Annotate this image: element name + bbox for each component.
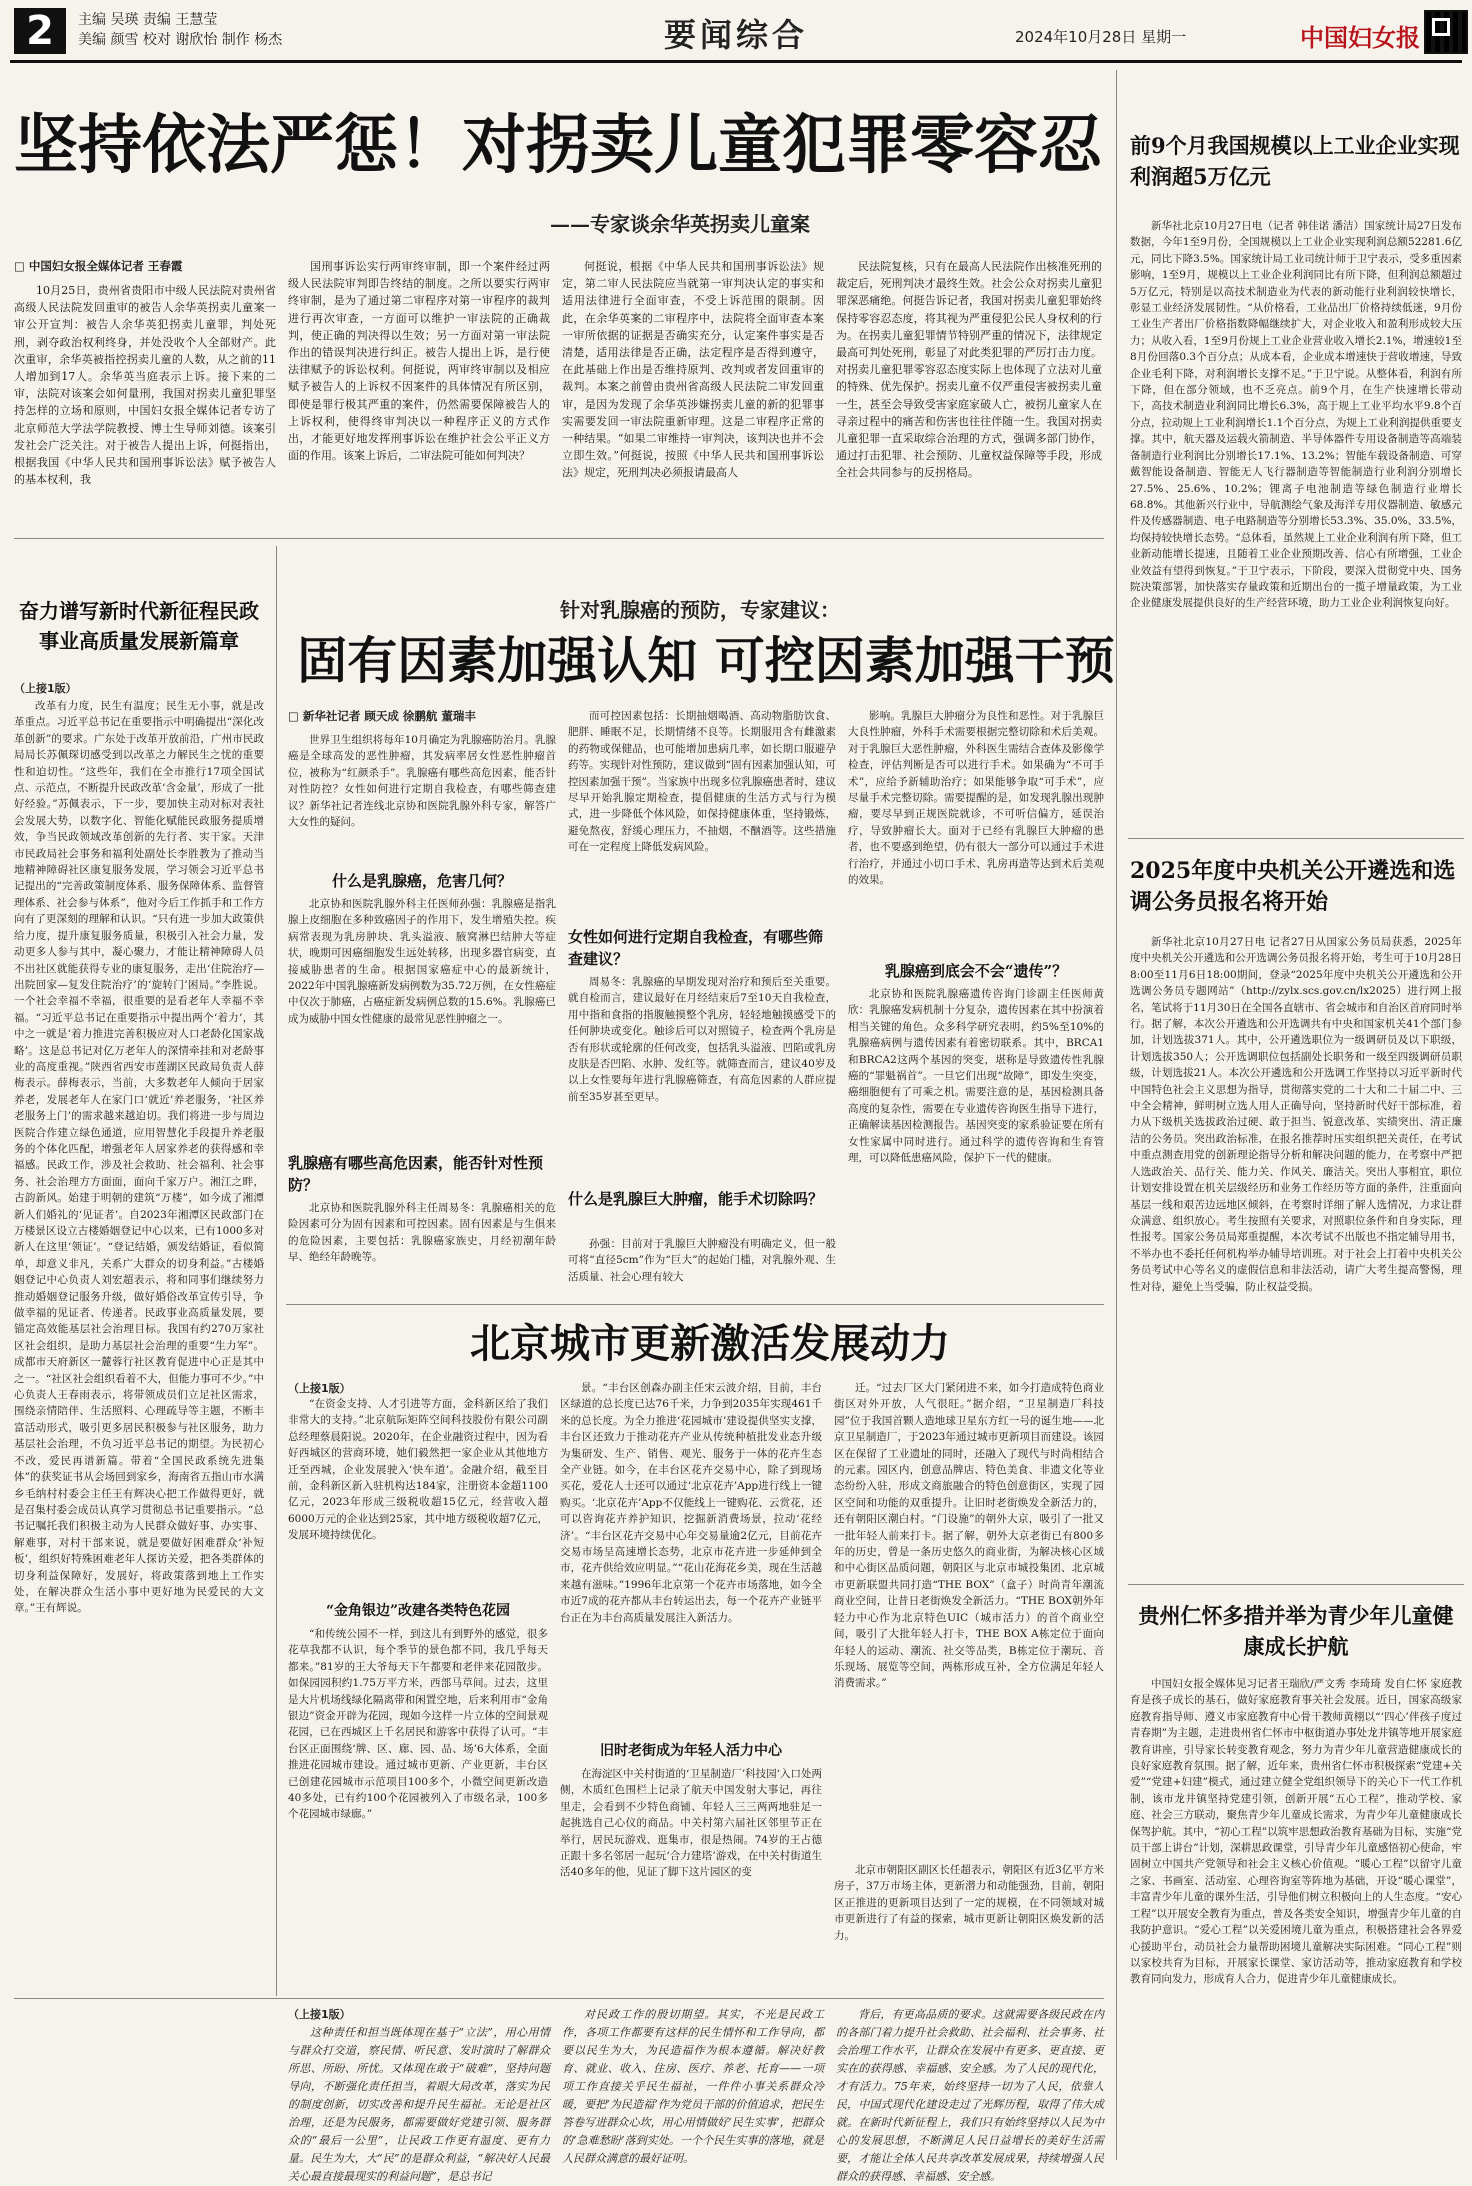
beijing-col2: 景。“丰台区创森办副主任宋云波介绍，目前，丰台区绿道的总长度已达76千米，力争到2035年实现461千米的总长度。为全力推进‘花园城市’建设提供坚实支撑，丰台区还致力于推动花卉产业从传统种植批发业态升级为集研发、生产、销售、观光、服务于一体的花卉生态全产业链。如今，在丰台区花卉交易中心，除了到现场买花，爱花人士还可以通过‘北京花卉’App进行线上一键购买。‘北京花卉’App不仅能线上一键购花、云赏花，还可以咨询花卉养护知识，挖掘新消费场景，拉动‘花经济’。“丰台区花卉交易中心年交易量逾2亿元，目前花卉交易市场呈高速增长态势，北京市花卉进一步延伸到全市，花卉供给效应明显。”“花山花海花乡美，现在生活越来越有滋味。”1996年北京第一个花卉市场落地，如今全市近7成的花卉都从丰台转运出去，每一个花卉产业链平台正在为丰台高质量发展注入新活力。 [560, 1382, 822, 1624]
bottom-continued: （上接1版） [288, 2008, 351, 2021]
civil-service-headline: 2025年度中央机关公开遴选和选调公务员报名将开始 [1130, 858, 1456, 915]
industry-bottom-rule [1128, 838, 1464, 839]
beijing-continued: （上接1版） [288, 1382, 351, 1395]
civil-affairs-headline: 奋力谱写新时代新征程民政事业高质量发展新篇章 [19, 599, 259, 653]
qr-code-icon [1424, 10, 1468, 54]
lead-byline: □ 中国妇女报全媒体记者 王春霞 [14, 259, 183, 273]
cancer-headline: 固有因素加强认知 可控因素加强干预 [297, 631, 1115, 690]
cancer-a2: 北京协和医院乳腺外科主任周易冬：乳腺癌相关的危险因素可分为固有因素和可控因素。固有因素是与生俱来的危险因素，主要包括：乳腺癌家族史，月经初潮年龄早、绝经年龄晚等。 [288, 1202, 556, 1264]
lead-col-3: 何挺说，根据《中华人民共和国刑事诉讼法》规定，第二审人民法院应当就第一审判决认定的事实和适用法律进行全面审查，不受上诉范围的限制。因此，在余华英案的二审程序中，法院将全面审查本案一审所依据的证据是否确实充分，认定案件事实是否清楚，适用法律是否正确，法定程序是否得到遵守，在此基础上作出是否维持原判、改判或者发回重审的裁判。本案之前曾由贵州省高级人民法院二审发回重审，是因为发现了余华英涉嫌拐卖儿童的新的犯罪事实需要发回一审法院重新审理。这是二审程序正常的一种结果。“如果二审维持一审判决，该判决也并不会立即生效。”何挺说，按照《中华人民共和国刑事诉讼法》规定，死刑判决必须报请最高人 [562, 260, 824, 480]
bottom-col3: 背后，有更高品质的要求。这就需要各级民政在内的各部门着力提升社会救助、社会福利、社会事务、社会治理工作水平，让群众在发展中有更多、更直接、更实在的获得感、幸福感、安全感。为了人民的现代化，才有活力。75年来，始终坚持一切为了人民，依靠人民，中国式现代化建设走过了光辉历程，取得了伟大成就。在新时代新征程上，我们只有始终坚持以人民为中心的发展思想，不断满足人民日益增长的美好生活需要，才能让全体人民共享改革发展成果，持续增强人民群众的获得感、幸福感、安全感。 [836, 2008, 1104, 2183]
right-column-rule [1116, 70, 1117, 2160]
editors-line-1: 主编 吴瑛 责编 王慧莹 [78, 12, 218, 28]
lead-col-1: 10月25日，贵州省贵阳市中级人民法院对贵州省高级人民法院发回重审的被告人余华英拐卖儿童案一审公开宣判：被告人余华英犯拐卖儿童罪，判处死刑，剥夺政治权利终身，并处没收个人全部财产。此次重审，余华英被指控拐卖儿童的人数，从之前的11人增加到17人。余华英当庭表示上诉。接下来的二审，法院对该案会如何量刑，我国对拐卖儿童犯罪坚持怎样的立场和原则，中国妇女报全媒体记者专访了北京师范大学法学院教授、博士生导师刘德。该案引发社会广泛关注。对于被告人提出上诉，何挺指出，根据我国《中华人民共和国刑事诉讼法》赋予被告人的基本权利，我 [14, 284, 276, 487]
cancer-a5: 北京协和医院乳腺癌遗传咨询门诊副主任医师黄欣：乳腺癌发病机制十分复杂，遗传因素在其中扮演着相当关键的角色。众多科学研究表明，约5%至10%的乳腺癌病例与遗传因素有着密切联系。其中，BRCA1和BRCA2这两个基因的突变，堪称是导致遗传性乳腺癌的“罪魁祸首”。一旦它们出现“故障”，即发生突变，癌细胞便有了可乘之机。需要注意的是，基因检测具备高度的复杂性，需要在专业遗传咨询医生指导下进行，正确解读基因检测报告。基因突变的家系验证要在所有女性家属中同时进行。通过科学的遗传咨询和生育管理，可以降低患癌风险，保护下一代的健康。 [848, 988, 1104, 1165]
lead-headline: 坚持依法严惩！对拐卖儿童犯罪零容忍 [14, 108, 1102, 183]
masthead-rule [10, 60, 1462, 63]
civil-affairs-body: 改革有力度，民生有温度；民生无小事，就是改革重点。习近平总书记在重要指示中明确提出“深化改革创新”的要求。广东处于改革开放前沿，广州市民政局局长苏佩琛切感受到以改革之力解民生之忧的重要性和迫切性。“这些年，我们在全市推行17项全国试点、示范点，不断提升民政改革‘含金量’，形成了一批好经验。”苏佩表示，下一步，要加快主动对标对表社会发展大势，以数字化、智能化赋能民政服务提质增效，争当民政领域改革创新的先行者、实干家。天津市民政局社会事务和福利处副处长李胜教为了推动当地精神障碍社区康复服务发展，学习领会习近平总书记提出的“完善政策制度体系、服务保障体系、监督管理体系、社会参与体系”，他对今后工作抓手和工作方向有了更深刻的理解和认识。“只有进一步加大政策供给力度，提升康复服务质量，积极引入社会力量，发动更多人参与其中，凝心聚力，才能让精神障碍人员不出社区就能获得专业的康复服务，走出‘住院治疗—出院回家—复发住院治疗’的‘旋转门’困局。”李胜说。一个社会幸福不幸福，很重要的是看老年人幸福不幸福。“习近平总书记在重要指示中提出两个‘着力’，其中之一就是‘着力推进完善积极应对人口老龄化国家战略’。这是总书记对亿万老年人的深情牵挂和对老龄事业的高度重视。”陕西省西安市莲湖区民政局负责人薛梅表示。薛梅表示，当前，大多数老年人倾向于居家养老，发展老年人在家门口‘就近’养老服务，‘社区养老服务上门’的需求越来越迫切。我们将进一步与周边医院合作建立绿色通道，应用智慧化手段提升养老服务的个体化匹配，增强老年人居家养老的获得感和幸福感。民政工作，涉及社会救助、社会福利、社会事务、社会治理方方面面，面向千家万户。湘江之畔，古韵新风。始建于明朝的建筑“万楼”，如今成了湘潭新人们婚礼的‘见证者’。自2023年湘潭区民政部门在万楼景区设立古楼婚姻登记中心以来，已有1000多对新人在这里‘领证’。“登记结婚，颁发结婚证，看似简单，却意义非凡，关系广大群众的切身利益。”古楼婚姻登记中心负责人刘宏超表示，将和同事们继续努力推动婚姻登记服务升级，做好婚俗改革宣传引导，争做幸福的见证者、传递者。民政事业高质量发展，要锚定高效能基层社会治理目标。我国有约270万家社区社会组织，是助力基层社会治理的重要“生力军”。成都市天府新区一麓蓉行社区教育促进中心正是其中之一。“社区社会组织看着不大，但能力事可不少。”中心负责人王春雨表示，将带领成员们立足社区需求，围绕亲情陪伴、生活照料、心理疏导等主题，不断丰富活动形式，吸引更多居民积极参与社区服务，助力基层社会治理，不负习近平总书记的期望。为民初心不改，爱民再谱新篇。带着“全国民政系统先进集体”的获奖证书从会场回到家乡，海南省五指山市水满乡毛纳村村委会主任王有辉决心把工作做得更好，就是召集村委会成员认真学习贯彻总书记重要指示。“总书记嘱托我们积极主动为人民群众做好事、办实事、解难事，对村干部来说，就是要做好困难群众‘补短板’，组织好特殊困难老年人探访关爱，把各类群体的切身利益保障好，发展好，将政策落到地上工作实处，在解决群众生活小事中更好地为民爱民的大文章。”王有辉说。 [14, 700, 264, 1615]
beijing-col2b: 在海淀区中关村街道的‘卫星制造厂’科技园‘入口处两侧，木质红色围栏上记录了航天中国发射大事记，再往里走，会看到不少特色商铺、年轻人三三两两地驻足一起挑选自己心仪的商品。中关村第六届社区邻里节正在举行，居民玩游戏、逛集市，很是热闹。74岁的王占德正跟十多名邻居一起玩‘合力建塔’游戏，在中关村街道生活40多年的他，见证了脚下这片园区的变 [560, 1768, 823, 1879]
beijing-col3b: 北京市朝阳区副区长任超表示，朝阳区有近3亿平方米房子，37万市场主体，更新潜力和动能强劲，目前，朝阳区正推进的更新项目达到了一定的规模，在不同领域对城市更新进行了有益的探索，城市更新让朝阳区焕发新的活力。 [834, 1864, 1104, 1942]
cancer-kicker: 针对乳腺癌的预防，专家建议： [560, 598, 840, 622]
guizhou-headline: 贵州仁怀多措并举为青少年儿童健康成长护航 [1138, 1603, 1454, 1659]
cancer-col3: 影响。乳腺巨大肿瘤分为良性和恶性。对于乳腺巨大良性肿瘤，外科手术需要根据完整切除和术后美观。对于乳腺巨大恶性肿瘤，外科医生需结合查体及影像学检查，评估判断是否可以进行手术。如果确为“不可手术”，应给予新辅助治疗；如果能够争取“可手术”，应尽量手术完整切除。需要提醒的是，如发现乳腺出现肿瘤，要尽早到正规医院就诊，不可听信偏方，延误治疗，导致肿瘤长大。面对于已经有乳腺巨大肿瘤的患者，也不要惑到绝望，仍有很大一部分可以通过手术进行治疗，并通过小切口手术、乳房再造等达到术后美观的效果。 [848, 710, 1104, 887]
cancer-q2: 乳腺癌有哪些高危因素，能否针对性预防？ [288, 1154, 544, 1194]
beijing-col3: 迁。“过去厂区大门紧闭进不来，如今打造成特色商业街区对外开放，人气很旺。”据介绍，“卫星制造厂科技园”位于我国首颗人造地球卫星东方红一号的诞生地——北京卫星制造厂，于2023年通过城市更新项目而建设。该园区在保留了工业遗址的同时，还融入了现代与时尚相结合的元素。园区内，创意品牌店、特色美食、非遗文化等业态纷纷入驻，形成文商旅融合的特色创意街区，实现了园区空间和功能的双重提升。让旧时老街焕发全新活力的，还有朝阳区潮白村。“门设施”的朝外大京，吸引了一批又一批年轻人前来打卡。据了解，朝外大京老街已有800多年的历史，曾是一条历史悠久的商业街，为解决核心区域和中心街区品质问题，朝阳区与北京市城投集团、北京城市更新联盟共同打造“THE BOX”（盒子）时尚青年潮流商业空间，让昔日老街焕发全新活力。“THE BOX朝外年轻力中心作为北京特色UIC（城市活力）的首个商业空间，吸引了大批年轻人打卡，THE BOX A栋定位于面向年轻人的运动、潮流、社交等品类，B栋定位于潮玩、音乐现场、展览等空间，两栋形成互补，全方位满足年轻人消费需求。” [834, 1382, 1104, 1690]
industry-body: 新华社北京10月27日电（记者 韩佳诺 潘洁）国家统计局27日发布数据，今年1至9月份，全国规模以上工业企业实现利润总额52281.6亿元，同比下降3.5%。国家统计局工业司统计师于卫宁表示，受多重因素影响，1至9月，规模以上工业企业利润同比有所下降，但利润总额超过5万亿元，特别是以高技术制造业为代表的新动能行业利润较快增长，彰显工业经济发展韧性。“从价格看，工业品出厂价格持续低迷，9月份工业生产者出厂价格指数降幅继续扩大，对企业收入和盈利形成较大压力；从收入看，1至9月份规上工业企业营业收入增长2.1%，增速较1至8月份回落0.3个百分点；从成本看，企业成本增速快于营收增速，导致企业毛利下降，对利润增长支撑不足。”于卫宁说。从整体看，利润有所下降，但在部分领域，也不乏亮点。前9个月，在生产快速增长带动下，高技术制造业利润同比增长6.3%，高于规上工业平均水平9.8个百分点，拉动规上工业利润增长1.1个百分点，为规上工业利润提供重要支撑。其中，航天器及运载火箭制造、半导体器件专用设备制造等高端装备制造行业利润比分别增长17.1%、13.2%；智能车载设备制造、可穿戴智能设备制造、智能无人飞行器制造等智能制造行业利润分别增长27.5%、25.6%、10.2%；锂离子电池制造等绿色制造行业增长68.8%。其他新兴行业中，导航测绘气象及海洋专用仪器制造、敏感元件及传感器制造、电子电路制造等分别增长53.3%、35.0%、33.5%，均保持较快增长态势。“总体看，虽然规上工业企业利润有所下降，但工业新动能增长提速，且随着工业企业预期改善、信心有所增强，工业企业效益有望得到恢复。”于卫宁表示，下阶段，要深入贯彻党中央、国务院决策部署，加快落实存量政策和近期出台的一揽子增量政策，为工业企业健康发展提供良好的生产经营环境，助力工业企业利润恢复向好。 [1130, 220, 1462, 610]
issue-date: 2024年10月28日 星期一 [1015, 28, 1187, 46]
lead-col-2: 国刑事诉讼实行两审终审制，即一个案件经过两级人民法院审判即告终结的制度。之所以要实行两审终审制，是为了通过第二审程序对第一审程序的裁判进行再次审查，一方面可以维护一审法院的正确裁判，使正确的判决得以生效；另一方面对第一审法院作出的错误判决进行纠正。被告人提出上诉，是行使法律赋予的诉讼权利。何挺说，两审终审制以及相应赋予被告人的上诉权不因案件的具体情况有所区别，即使是罪行极其严重的案件，仍然需要保障被告人的上诉权利，使得终审判决以一种程序正义的方式作出，才能更好地发挥刑事诉讼在维护社会公平正义方面的作用。该案上诉后，二审法院可能如何判决？ [288, 260, 550, 463]
beijing-col1: “在资金支持、人才引进等方面，金科新区给了我们非常大的支持。”北京航际矩阵空间科技股份有限公司副总经理蔡晨阳说。2020年，在企业融资过程中，因为看好西城区的营商环境，她们毅然把一家企业从其他地方迁至西城，企业发展驶入‘快车道’。金融介绍，截至目前，金科新区新入驻机构达184家，注册资本金超1100亿元，2023年形成三级税收超15亿元，经营收入超6000万元的企业达到25家，其中地方级税收超7亿元，发展环境持续优化。 [288, 1398, 548, 1542]
cancer-q4: 什么是乳腺巨大肿瘤，能手术切除吗？ [568, 1190, 824, 1208]
cancer-a3: 周易冬：乳腺癌的早期发现对治疗和预后至关重要。就自检而言，建议最好在月经结束后7至10天自我检查，用中指和食指的指腹触摸整个乳房，轻轻地触摸感受下的任何肿块或变化。触诊后可以对照镜子，检查两个乳房是否有形状或轮廓的任何改变，包括乳头溢液、凹陷或乳房皮肤是否凹陷、水肿、发红等。就筛查而言，建议40岁及以上女性要每年进行乳腺癌筛查，有高危因素的人群应提前至35岁甚至更早。 [568, 976, 836, 1103]
cancer-intro: 世界卫生组织将每年10月确定为乳腺癌防治月。乳腺癌是全球高发的恶性肿瘤，其发病率居女性恶性肿瘤首位，被称为“红颜杀手”。乳腺癌有哪些高危因素，能否针对性防控？女性如何进行定期自我检查，有哪些筛查建议？新华社记者连线北京协和医院乳腺外科专家，解答广大女性的疑问。 [288, 734, 556, 829]
editors-line-2: 美编 颜雪 校对 谢欣怡 制作 杨杰 [78, 32, 283, 48]
industry-headline: 前9个月我国规模以上工业企业实现利润超5万亿元 [1130, 133, 1460, 189]
cancer-q5: 乳腺癌到底会不会“遗传”？ [884, 962, 1068, 980]
page-number: 2 [14, 8, 66, 54]
cancer-a1: 北京协和医院乳腺外科主任医师孙强：乳腺癌是指乳腺上皮细胞在多种致癌因子的作用下，发生增殖失控。疾病常表现为乳房肿块、乳头溢液、腋窝淋巴结肿大等症状，晚期可因癌细胞发生远处转移，出现多器官病变，直接威胁患者的生命。根据国家癌症中心的最新统计，2022年中国乳腺癌新发病例数为35.72万例，在女性癌症中仅次于肺癌，占癌症新发病例总数的15.6%。乳腺癌已成为威胁中国女性健康的最常见恶性肿瘤之一。 [288, 898, 556, 1025]
lead-subtitle: ——专家谈余华英拐卖儿童案 [550, 212, 810, 236]
section-title: 要闻综合 [663, 16, 808, 54]
civil-service-bottom-rule [1128, 1584, 1464, 1585]
beijing-col1b: “和传统公园不一样，到这儿有到野外的感觉，很多花草我都不认识，每个季节的景色都不同，我几乎每天都来。”81岁的王大爷每天下午都要和老伴来花园散步。如保园园积约1.75万平方米，西部马草间。过去，这里是大片机场线绿化隔离带和闲置空地，后来利用市“金角银边”资金开辟为花园，现如今这样一片立体的空间景观花园，已在西城区上千名居民和游客中获得了认可。“丰台区正面围绕‘牌、区、廊、园、品、场’6大体系，全面推进花园城市建设。通过城市更新、产业更新，丰台区已创建花园城市示范项目100多个，小微空间更新改造40多处，已有约100个花园被列入了市级名录，100多个花园城市绿廊。” [288, 1628, 548, 1821]
bottom-col1: 这种责任和担当既体现在基于“立法”，用心用情与群众打交道，察民情、听民意、发时演时了解群众所思、所盼、所忧。又体现在敢于“破难”，坚持问题导向，不断强化责任担当，着眼大局改革，落实为民的制度创新，切实改善和提升民生福祉。无论是社区治理，还是为民服务，都需要做好党建引领、服务群众的“最后一公里”，让民政工作更有温度、更有力量。民生为大，大“民”的是群众利益，“解决好人民最关心最直接最现实的利益问题”，是总书记 [288, 2026, 550, 2183]
cancer-a4: 孙强：目前对于乳腺巨大肿瘤没有明确定义，但一般可将“直径5cm”作为“巨大”的起始门槛，对乳腺外观、生活质量、社会心理有较大 [568, 1238, 836, 1283]
cancer-byline: □ 新华社记者 顾天成 徐鹏航 董瑞丰 [288, 709, 476, 723]
bottom-col2: 对民政工作的殷切期望。其实，不光是民政工作，各项工作都要有这样的民生情怀和工作导向，都要以民生为大，为民造福作为根本遵循。解决好教育、就业、收入、住房、医疗、养老、托育——一项项工作直接关乎民生福祉，一件件小事关系群众冷暖，要把‘为民造福’作为党员干部的价值追求，把民生答卷写进群众心坎，用心用情做好‘民生实事’，把群众的‘急难愁盼’落到实处。一个个民生实事的落地，就是人民群众满意的最好证明。 [562, 2008, 824, 2165]
lead-col-4: 民法院复核，只有在最高人民法院作出核准死刑的裁定后，死刑判决才最终生效。社会公众对拐卖儿童犯罪深恶痛绝。何挺告诉记者，我国对拐卖儿童犯罪始终保持零容忍态度，将其视为严重侵犯公民人身权利的行为。在拐卖儿童犯罪情节特别严重的情况下，法律规定最高可判处死刑，彰显了对此类犯罪的严厉打击力度。对拐卖儿童犯罪零容忍态度实际上也体现了立法对儿童的特殊、优先保护。拐卖儿童不仅严重侵害被拐卖儿童一生，甚至会导致受害家庭家破人亡，被拐儿童家人在寻亲过程中的痛苦和伤害也往往伴随一生。我国对拐卖儿童犯罪一直采取综合治理的方式，强调多部门协作，通过打击犯罪、社会预防、儿童权益保障等手段，形成全社会共同参与的反拐格局。 [836, 260, 1102, 480]
civil-affairs-tail [14, 2006, 274, 2154]
cancer-col2: 而可控因素包括：长期抽烟喝酒、高动物脂肪饮食、肥胖、睡眠不足，长期情绪不良等。长期服用含有雌激素的药物或保健品，也可能增加患病几率，如长期口服避孕药等。实现针对性预防，建议做到“固有因素加强认知，可控因素加强干预”。当家族中出现多位乳腺癌患者时，建议尽早开始乳腺定期检查，提倡健康的生活方式与行为模式，进一步降低个体风险，如保持健康体重，坚持锻炼，避免熬夜，舒缓心理压力，不抽烟，不酗酒等。这些措施可在一定程度上降低发病风险。 [568, 710, 836, 854]
editors-credit [78, 10, 408, 50]
cancer-q1: 什么是乳腺癌，危害几何？ [331, 872, 512, 890]
left-column-rule [276, 546, 277, 1996]
beijing-bottom-rule [14, 1998, 1104, 1999]
newspaper-logo: 中国妇女报 [1300, 23, 1420, 52]
beijing-sub1: “金角银边”改建各类特色花园 [325, 1603, 511, 1619]
cancer-bottom-rule [286, 1304, 1104, 1305]
beijing-sub2: 旧时老街成为年轻人活力中心 [600, 1743, 782, 1759]
civil-affairs-continued: （上接1版） [14, 682, 77, 695]
beijing-headline: 北京城市更新激活发展动力 [470, 1320, 950, 1367]
civil-service-body: 新华社北京10月27日电 记者27日从国家公务员局获悉，2025年度中央机关公开遴选和公开选调公务员报名将开始，考生可于10月28日8:00至11月6日18:00期间，登录“2025年度中央机关公开遴选和公开选调公务员专题网站”（http://zylx.scs.gov.cn/lx2025）进行网上报名，笔试将于11月30日在全国各直辖市、省会城市和自治区首府同时举行。据了解，本次公开遴选和公开选调共有中央和国家机关41个部门参加，计划选拔371人。其中，公开遴选职位为一级调研员及以下职级，计划选拔350人；公开选调职位包括副处长职务和一级至四级调研员职级，计划选拔21人。本次公开遴选和公开选调工作坚持以习近平新时代中国特色社会主义思想为指导，贯彻落实党的二十大和二十届二中、三中全会精神，鲜明树立选人用人正确导向，坚持新时代好干部标准，着力从下级机关选拔政治过硬、敢于担当、锐意改革、实绩突出、清正廉洁的公务员。突出政治标准，在报名推荐时压实组织把关责任，在考试中重点测查用党的创新理论指导分析和解决问题的能力，在考察中严把人选政治关、品行关、能力关、作风关、廉洁关。突出人事相宜，职位计划安排设置在机关层级经历和业务工作经历等方面的条件，注重面向基层一线和艰苦边远地区倾斜，在考察时详细了解人选情况，力求让群众满意、组织放心。考生按照有关要求，对照职位条件和自身实际，理性报考。国家公务员局郑重提醒，本次考试不出版也不指定辅导用书，不举办也不委托任何机构举办辅导培训班。对于社会上打着中央机关公务员考试中心等名义的虚假信息和非法活动，请广大考生提高警惕，理性对待，避免上当受骗，防止权益受损。 [1130, 936, 1462, 1293]
cancer-q3: 女性如何进行定期自我检查，有哪些筛查建议？ [568, 928, 824, 968]
guizhou-body: 中国妇女报全媒体见习记者王瑞欣/严文秀 李琦琦 发自仁怀 家庭教育是孩子成长的基石，做好家庭教育事关社会发展。近日，国家高级家庭教育指导师、遵义市家庭教育中心骨干教师黄栩以“‘四心’伴孩子度过青春期”为主题，走进贵州省仁怀市中枢街道办事处龙井镇等地开展家庭教育讲座，引导家长转变教育观念，努力为青少年儿童营造健康成长的良好家庭教育氛围。据了解，近年来，贵州省仁怀市积极探索“党建+关爱”“党建+妇建”模式，通过建立健全党组织领导下的关心下一代工作机制，该市龙井镇坚持党建引领，创新开展“五心工程”，推动学校、家庭、社会三方联动，聚焦青少年儿童成长需求，为青少年儿童健康成长保驾护航。其中，“初心工程”以筑牢思想政治教育基础为目标，实施“党员干部上讲台”计划，深耕思政课堂，引导青少年儿童感悟初心使命，牢固树立中国共产党领导和社会主义核心价值观。“暖心工程”以留守儿童之家、书画室、活动室、心理咨询室等阵地为基础，开设“暖心课堂”，丰富青少年儿童的课外生活，引导他们树立积极向上的人生态度。“安心工程”以开展安全教育为重点，普及各类安全知识，增强青少年儿童的自我防护意识。“爱心工程”以关爱困境儿童为重点，积极搭建社会各界爱心援助平台，动员社会力量帮助困境儿童解决实际困难。“同心工程”则以家校共育为目标，开展家长课堂、家访活动等，推动家庭教育和学校教育同向发力，形成育人合力，促进青少年儿童健康成长。 [1130, 1678, 1462, 1986]
lead-bottom-rule [14, 538, 1104, 539]
